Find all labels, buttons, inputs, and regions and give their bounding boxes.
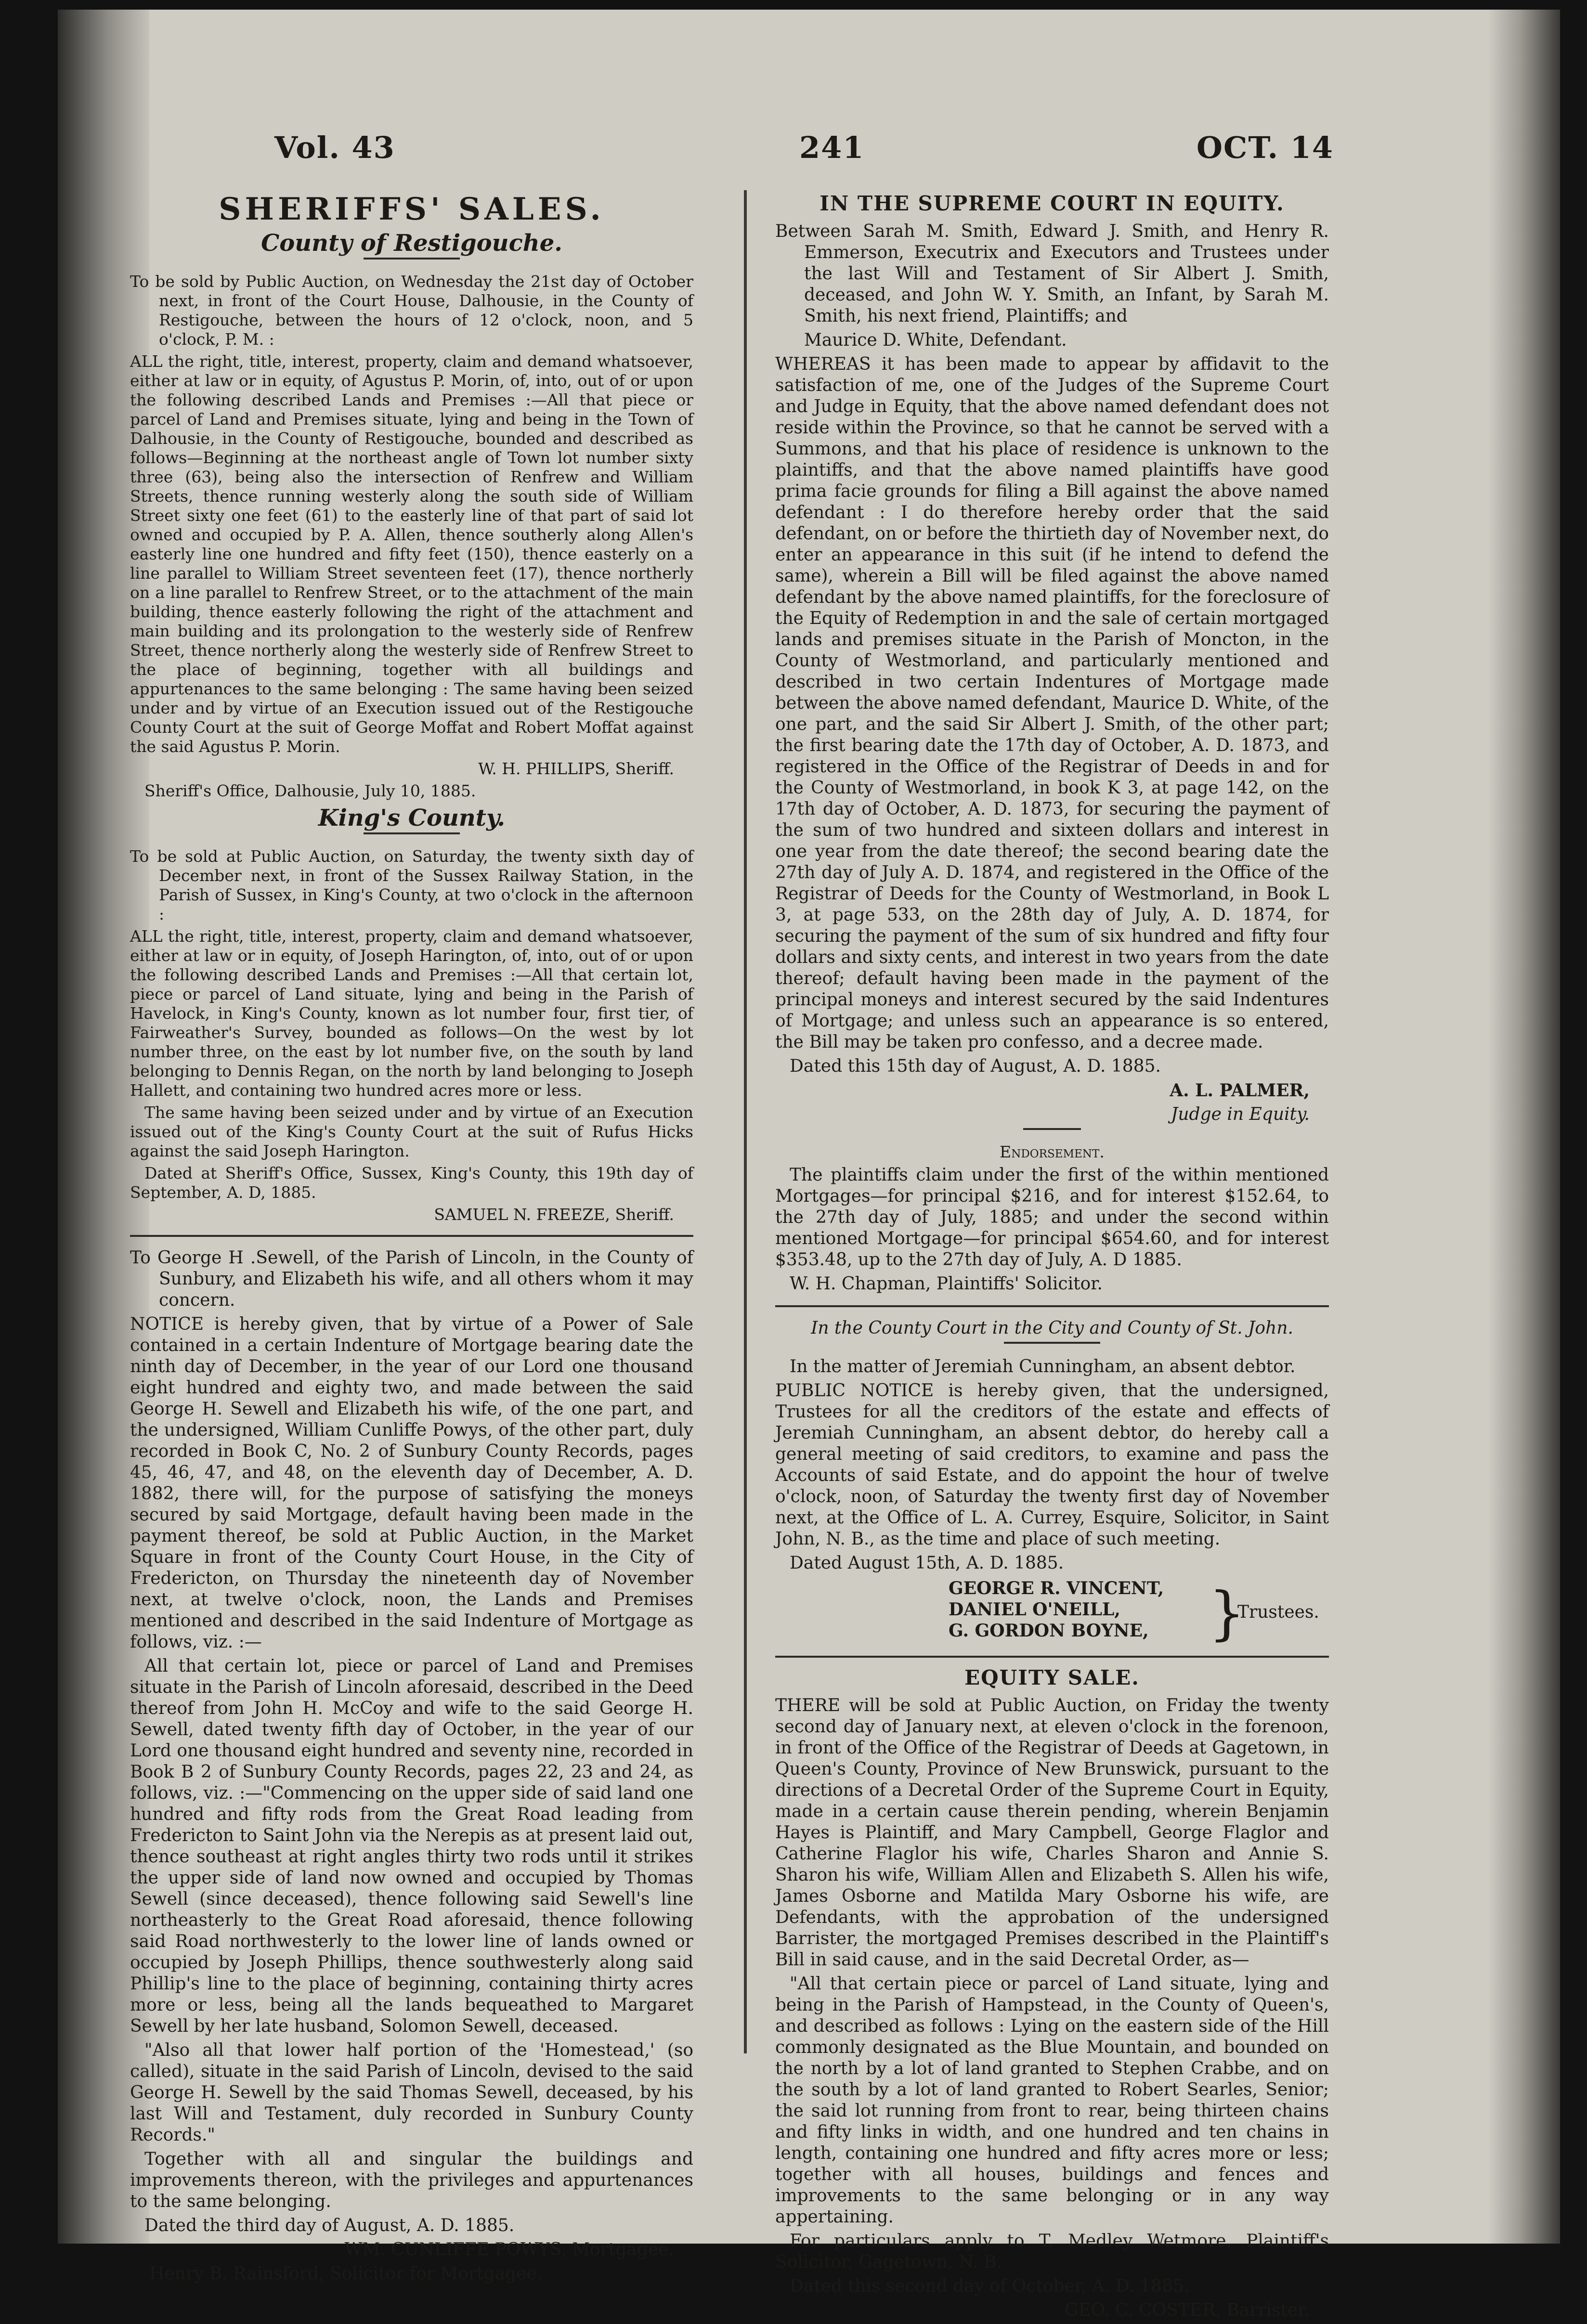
divider <box>364 258 460 260</box>
supreme-court-title: IN THE SUPREME COURT IN EQUITY. <box>820 192 1285 215</box>
restigouche-intro: To be sold by Public Auction, on Wednesday the 21st day of October next, in front of the Court House, Dalhousie, in the County of Restigouche, between the hours of 12 o'clock, noon, and 5 o'clock, P. M. : <box>130 272 693 349</box>
mortgage-solicitor: Henry B. Rainsford, Solicitor for Mortgagee. <box>149 2264 543 2284</box>
equity-sale-particulars: For particulars apply to T. Medley Wetmore, Plaintiff's Solicitor, Gagetown, N. B. <box>775 2231 1329 2272</box>
brace: } <box>1209 1580 1246 1647</box>
restigouche-body: ALL the right, title, interest, property, claim and demand whatsoever, either at law or in equity, of Agustus P. Morin, of, into, out of or upon the following described Lands and Premises :—All that piece or parcel of Land and Premises situate, lying and being in the Town of Dalhousie, in the County of Restigouche, bounded and described as follows—Beginning at the northeast angle of Town lot number sixty three (63), being also the intersection of Renfrew and William Streets, thence running westerly along the south side of William Street sixty one feet (61) to the easterly line of that part of said lot owned and occupied by P. A. Allen, thence southerly along Allen's easterly line one hundred and fifty feet (150), thence easterly on a line parallel to William Street seventeen feet (17), thence northerly on a line parallel to Renfrew Street, or to the attachment of the main building, thence easterly following the right of the attachment and main building and its prolongation to the westerly side of Renfrew Street, thence northerly along the westerly side of Renfrew Street to the place of beginning, together with all buildings and appurtenances to the same belonging : The same having been seized under and by virtue of an Execution issued out of the Restigouche County Court at the suit of George Moffat and Robert Moffat against the said Agustus P. Morin. <box>130 352 693 756</box>
trustees-block <box>775 1578 1329 1650</box>
county-court-title: In the County Court in the City and County of St. John. <box>811 1318 1293 1338</box>
kings-body: ALL the right, title, interest, property, claim and demand whatsoever, either at law or in equity, of Joseph Harington, of, into, out of or upon the following described Lands and Premises :—All that certain lot, piece or parcel of Land situate, lying and being in the Parish of Havelock, in King's County, known as lot number four, first tier, of Fairweather's Survey, bounded as follows—On the west by lot number three, on the east by lot number five, on the south by land belonging to Dennis Regan, on the north by land belonging to Joseph Hallett, and containing two hundred acres more or less. <box>130 927 693 1100</box>
mortgage-notice: NOTICE is hereby given, that by virtue of a Power of Sale contained in a certain Indenture of Mortgage bearing date the ninth day of December, in the year of our Lord one thousand eight hundred and eighty two, and made between the said George H. Sewell and Elizabeth his wife, of the one part, and the undersigned, William Cunliffe Powys, of the other part, duly recorded in Book C, No. 2 of Sunbury County Records, pages 45, 46, 47, and 48, on the eleventh day of December, A. D. 1882, there will, for the purpose of satisfying the moneys secured by said Mortgage, default having been made in the payment thereof, be sold at Public Auction, in the Market Square in front of the County Court House, in the City of Fredericton, on Thursday the nineteenth day of November next, at twelve o'clock, noon, the Lands and Premises mentioned and described in the said Indenture of Mortgage as follows, viz. :— <box>130 1314 693 1652</box>
county-body: PUBLIC NOTICE is hereby given, that the undersigned, Trustees for all the creditors of the estate and effects of Jeremiah Cunningham, an absent debtor, do hereby call a general meeting of said creditors, to examine and pass the Accounts of said Estate, and do appoint the hour of twelve o'clock, noon, of Saturday the twenty first day of November next, at the Office of L. A. Currey, Esquire, Solicitor, in Saint John, N. B., as the time and place of such meeting. <box>775 1381 1329 1549</box>
equity-sale-title: EQUITY SALE. <box>964 1666 1140 1689</box>
county-matter: In the matter of Jeremiah Cunningham, an absent debtor. <box>790 1357 1296 1376</box>
trustees-label: Trustees. <box>1237 1602 1319 1622</box>
supreme-parties: Between Sarah M. Smith, Edward J. Smith, and Henry R. Emmerson, Executrix and Executors and Trustees under the last Will and Testament of Sir Albert J. Smith, deceased, and John W. Y. Smith, an Infant, by Sarah M. Smith, his next friend, Plaintiffs; and <box>775 221 1329 326</box>
endorsement-body: The plaintiffs claim under the first of the within mentioned Mortgages—for principal $216, and for interest $152.64, to the 27th day of July, 1885; and under the second within mentioned Mortgage—for principal $654.60, and for interest $353.48, up to the 27th day of July, A. D 1885. <box>775 1165 1329 1270</box>
mortgage-addressee: To George H .Sewell, of the Parish of Lincoln, in the County of Sunbury, and Elizabeth his wife, and all others whom it may concern. <box>130 1248 693 1310</box>
mortgagee-signature: WM. CUNLIFFE POWYS, Mortgagee. <box>344 2240 674 2259</box>
mortgage-together: Together with all and singular the buildings and improvements thereon, with the privileges and appurtenances to the same belonging. <box>130 2149 693 2211</box>
supreme-defendant: Maurice D. White, Defendant. <box>804 330 1067 350</box>
equity-sale-body: THERE will be sold at Public Auction, on Friday the twenty second day of January next, at eleven o'clock in the forenoon, in front of the Office of the Registrar of Deeds at Gagetown, in Queen's County, Province of New Brunswick, pursuant to the directions of a Decretal Order of the Supreme Court in Equity, made in a certain cause therein pending, wherein Benjamin Hayes is Plaintiff, and Mary Campbell, George Flaglor and Catherine Flaglor his wife, Charles Sharon and Annie S. Sharon his wife, William Allen and Elizabeth S. Allen his wife, James Osborne and Matilda Mary Osborne his wife, are Defendants, with the approbation of the undersigned Barrister, the mortgaged Premises described in the Plaintiff's Bill in said cause, and in the said Decretal Order, as— <box>775 1696 1329 1970</box>
mortgage-lot-1: All that certain lot, piece or parcel of Land and Premises situate in the Parish of Lincoln aforesaid, described in the Deed thereof from John H. McCoy and wife to the said George H. Sewell, dated twenty fifth day of October, in the year of our Lord one thousand eight hundred and seventy nine, recorded in Book B 2 of Sunbury County Records, pages 22, 23 and 24, as follows, viz. :—"Commencing on the upper side of said land one hundred and fifty rods from the Great Road leading from Fredericton to Saint John via the Nerepis as at present laid out, thence southeast at right angles thirty two rods until it strikes the upper side of land now owned and occupied by Thomas Sewell (since deceased), thence following said Sewell's line northeasterly to the Great Road aforesaid, thence following said Road northwesterly to the lower line of lands owned or occupied by Joseph Phillips, thence southwesterly along said Phillip's line to the place of beginning, containing thirty acres more or less, being all the lands bequeathed to Margaret Sewell by her late husband, Solomon Sewell, deceased. <box>130 1656 693 2036</box>
right-column <box>775 190 1329 2324</box>
supreme-dated: Dated this 15th day of August, A. D. 1885. <box>790 1056 1161 1076</box>
kings-seized: The same having been seized under and by virtue of an Execution issued out of the King's County Court at the suit of Rufus Hicks against the said Joseph Harington. <box>130 1103 693 1160</box>
mortgage-lot-2: "Also all that lower half portion of the 'Homestead,' (so called), situate in the said Parish of Lincoln, devised to the said George H. Sewell by the said Thomas Sewell, deceased, by his last Will and Testament, duly recorded in Sunbury County Records." <box>130 2040 693 2145</box>
divider <box>1004 1342 1100 1344</box>
sheriffs-sales-title: SHERIFFS' SALES. <box>219 191 605 227</box>
divider <box>775 1305 1329 1307</box>
kings-intro: To be sold at Public Auction, on Saturday, the twenty sixth day of December next, in front of the Sussex Railway Station, in the Parish of Sussex, in King's County, at two o'clock in the afternoon : <box>130 847 693 923</box>
issue-date: OCT. 14 <box>1197 130 1334 165</box>
trustee-name: DANIEL O'NEILL, <box>949 1599 1120 1620</box>
page-edge-shadow <box>1488 10 1560 2244</box>
volume-number: Vol. 43 <box>274 130 395 165</box>
divider <box>775 1656 1329 1658</box>
trustee-names <box>949 1578 1164 1641</box>
trustee-name: GEORGE R. VINCENT, <box>949 1578 1164 1598</box>
equity-sale-dated: Dated this second day of October, A. D. 1885. <box>790 2276 1190 2296</box>
judge-title: Judge in Equity. <box>1171 1104 1310 1124</box>
mortgage-dated: Dated the third day of August, A. D. 1885. <box>144 2216 515 2235</box>
county-dated: Dated August 15th, A. D. 1885. <box>790 1553 1064 1573</box>
endorsement-title: Endorsement. <box>1000 1143 1105 1161</box>
divider <box>130 1235 693 1237</box>
barrister-signature: GEO. C. COSTER, Barrister. <box>1064 2300 1310 2320</box>
judge-name: A. L. PALMER, <box>1170 1080 1310 1101</box>
restigouche-office: Sheriff's Office, Dalhousie, July 10, 1885. <box>144 781 476 800</box>
divider <box>364 832 460 834</box>
column-divider <box>744 190 747 2053</box>
restigouche-sheriff: W. H. PHILLIPS, Sheriff. <box>478 759 674 778</box>
plaintiffs-solicitor: W. H. Chapman, Plaintiffs' Solicitor. <box>790 1274 1103 1294</box>
restigouche-heading: County of Restigouche. <box>261 230 562 257</box>
equity-sale-land: "All that certain piece or parcel of Land situate, lying and being in the Parish of Hampstead, in the County of Queen's, and described as follows : Lying on the eastern side of the Hill commonly designated as the Blue Mountain, and bounded on the north by a lot of land granted to Stephen Crabbe, and on the south by a lot of land granted to Robert Searles, Senior; the said lot running from front to rear, being thirteen chains and fifty links in width, and one hundred and ten chains in length, containing one hundred and fifty acres more or less; together with all houses, buildings and fences and improvements to the same belonging or in any way appertaining. <box>775 1974 1329 2227</box>
kings-sheriff: SAMUEL N. FREEZE, Sheriff. <box>434 1205 674 1224</box>
page-number: 241 <box>799 130 865 165</box>
kings-heading: King's County. <box>318 805 506 831</box>
supreme-body: WHEREAS it has been made to appear by affidavit to the satisfaction of me, one of the Judges of the Supreme Court and Judge in Equity, that the above named defendant does not reside within the Province, so that he cannot be served with a Summons, and that his place of residence is unknown to the plaintiffs, and that the above named plaintiffs have good prima facie grounds for filing a Bill against the above named defendant : I do therefore hereby order that the said defendant, on or before the thirtieth day of November next, do enter an appearance in this suit (if he intend to defend the same), wherein a Bill will be filed against the above named defendant by the above named plaintiffs, for the foreclosure of the Equity of Redemption in and the sale of certain mortgaged lands and premises situate in the Parish of Moncton, in the County of Westmorland, and particularly mentioned and described in two certain Indentures of Mortgage made between the above named defendant, Maurice D. White, of the one part, and the said Sir Albert J. Smith, of the other part; the first bearing date the 17th day of October, A. D. 1873, and registered in the Office of the Registrar of Deeds in and for the County of Westmorland, in book K 3, at page 142, on the 17th day of October, A. D. 1873, for securing the payment of the sum of two hundred and sixteen dollars and interest in one year from the date thereof; the second bearing date the 27th day of July A. D. 1874, and registered in the Office of the Registrar of Deeds for the County of Westmorland, in Book L 3, at page 533, on the 28th day of July, A. D. 1874, for securing the payment of the sum of six hundred and fifty four dollars and sixty cents, and interest in two years from the date thereof; default having been made in the payment of the principal moneys and interest secured by the said Indentures of Mortgage; and unless such an appearance is so entered, the Bill may be taken pro confesso, and a decree made. <box>775 354 1329 1052</box>
divider <box>1023 1128 1081 1130</box>
left-column <box>130 190 693 2287</box>
trustee-name: G. GORDON BOYNE, <box>949 1621 1149 1641</box>
kings-dated: Dated at Sheriff's Office, Sussex, King's County, this 19th day of September, A. D, 1885. <box>130 1164 693 1202</box>
